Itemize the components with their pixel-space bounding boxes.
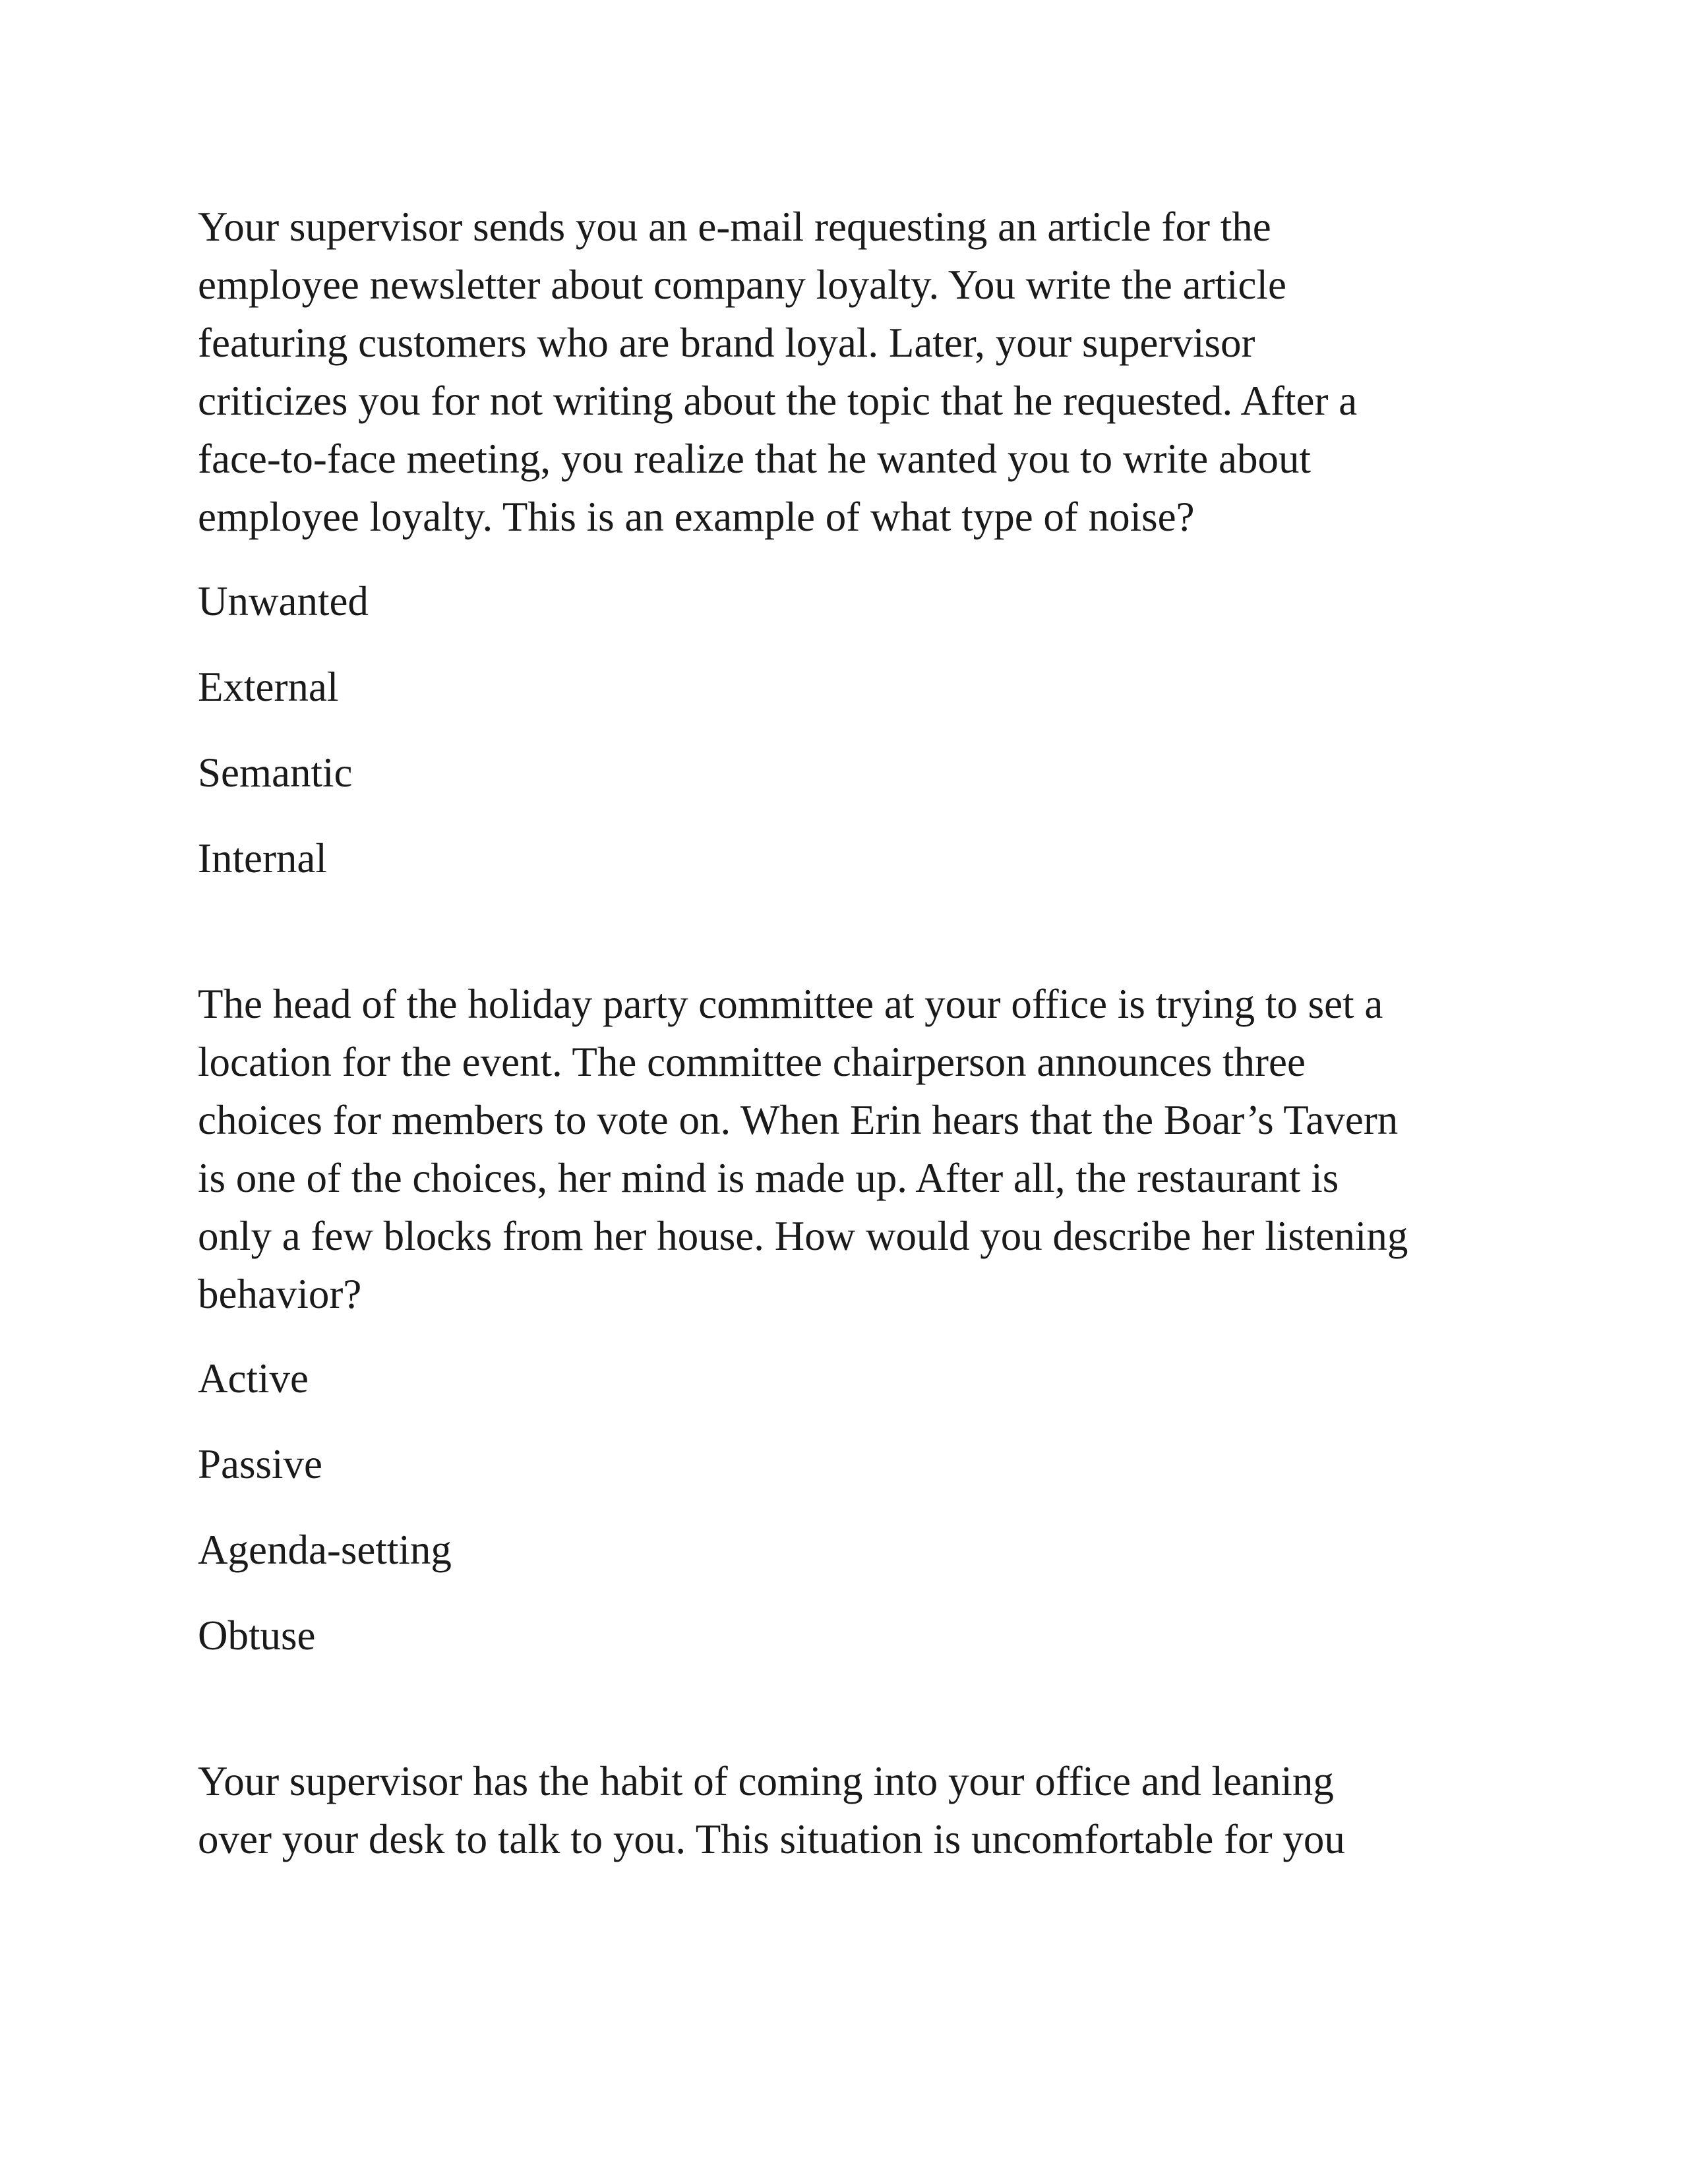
answer-options — [198, 1349, 1510, 1665]
question-line: only a few blocks from her house. How would you describe her listening — [198, 1213, 1408, 1259]
answer-option: Obtuse — [198, 1612, 316, 1659]
answer-option: Internal — [198, 835, 327, 881]
question-line: Your supervisor sends you an e-mail requesting an article for the — [198, 204, 1271, 250]
question-line: over your desk to talk to you. This situation is uncomfortable for you — [198, 1816, 1345, 1862]
answer-option: Active — [198, 1355, 309, 1402]
question-line: featuring customers who are brand loyal. Later, your supervisor — [198, 320, 1255, 366]
question-text — [198, 975, 1510, 1323]
question-text — [198, 198, 1510, 546]
question-1 — [198, 198, 1510, 887]
question-line: face-to-face meeting, you realize that he wanted you to write about — [198, 436, 1311, 482]
answer-option: External — [198, 664, 339, 710]
answer-option: Agenda-setting — [198, 1527, 452, 1573]
question-line: is one of the choices, her mind is made up. After all, the restaurant is — [198, 1155, 1339, 1201]
question-line: choices for members to vote on. When Erin hears that the Boar’s Tavern — [198, 1097, 1399, 1143]
question-line: employee loyalty. This is an example of what type of noise? — [198, 494, 1195, 540]
question-line: The head of the holiday party committee at your office is trying to set a — [198, 981, 1383, 1027]
answer-options — [198, 572, 1510, 887]
question-2 — [198, 975, 1510, 1665]
question-line: criticizes you for not writing about the topic that he requested. After a — [198, 378, 1358, 424]
question-text — [198, 1752, 1510, 1868]
answer-option: Passive — [198, 1441, 322, 1487]
question-line: employee newsletter about company loyalty. You write the article — [198, 262, 1286, 308]
question-line: Your supervisor has the habit of coming into your office and leaning — [198, 1758, 1334, 1804]
question-3 — [198, 1752, 1510, 1868]
question-line: location for the event. The committee chairperson announces three — [198, 1039, 1306, 1085]
question-line: behavior? — [198, 1271, 362, 1317]
answer-option: Unwanted — [198, 578, 369, 624]
answer-option: Semantic — [198, 750, 353, 796]
document-page — [198, 198, 1510, 1895]
